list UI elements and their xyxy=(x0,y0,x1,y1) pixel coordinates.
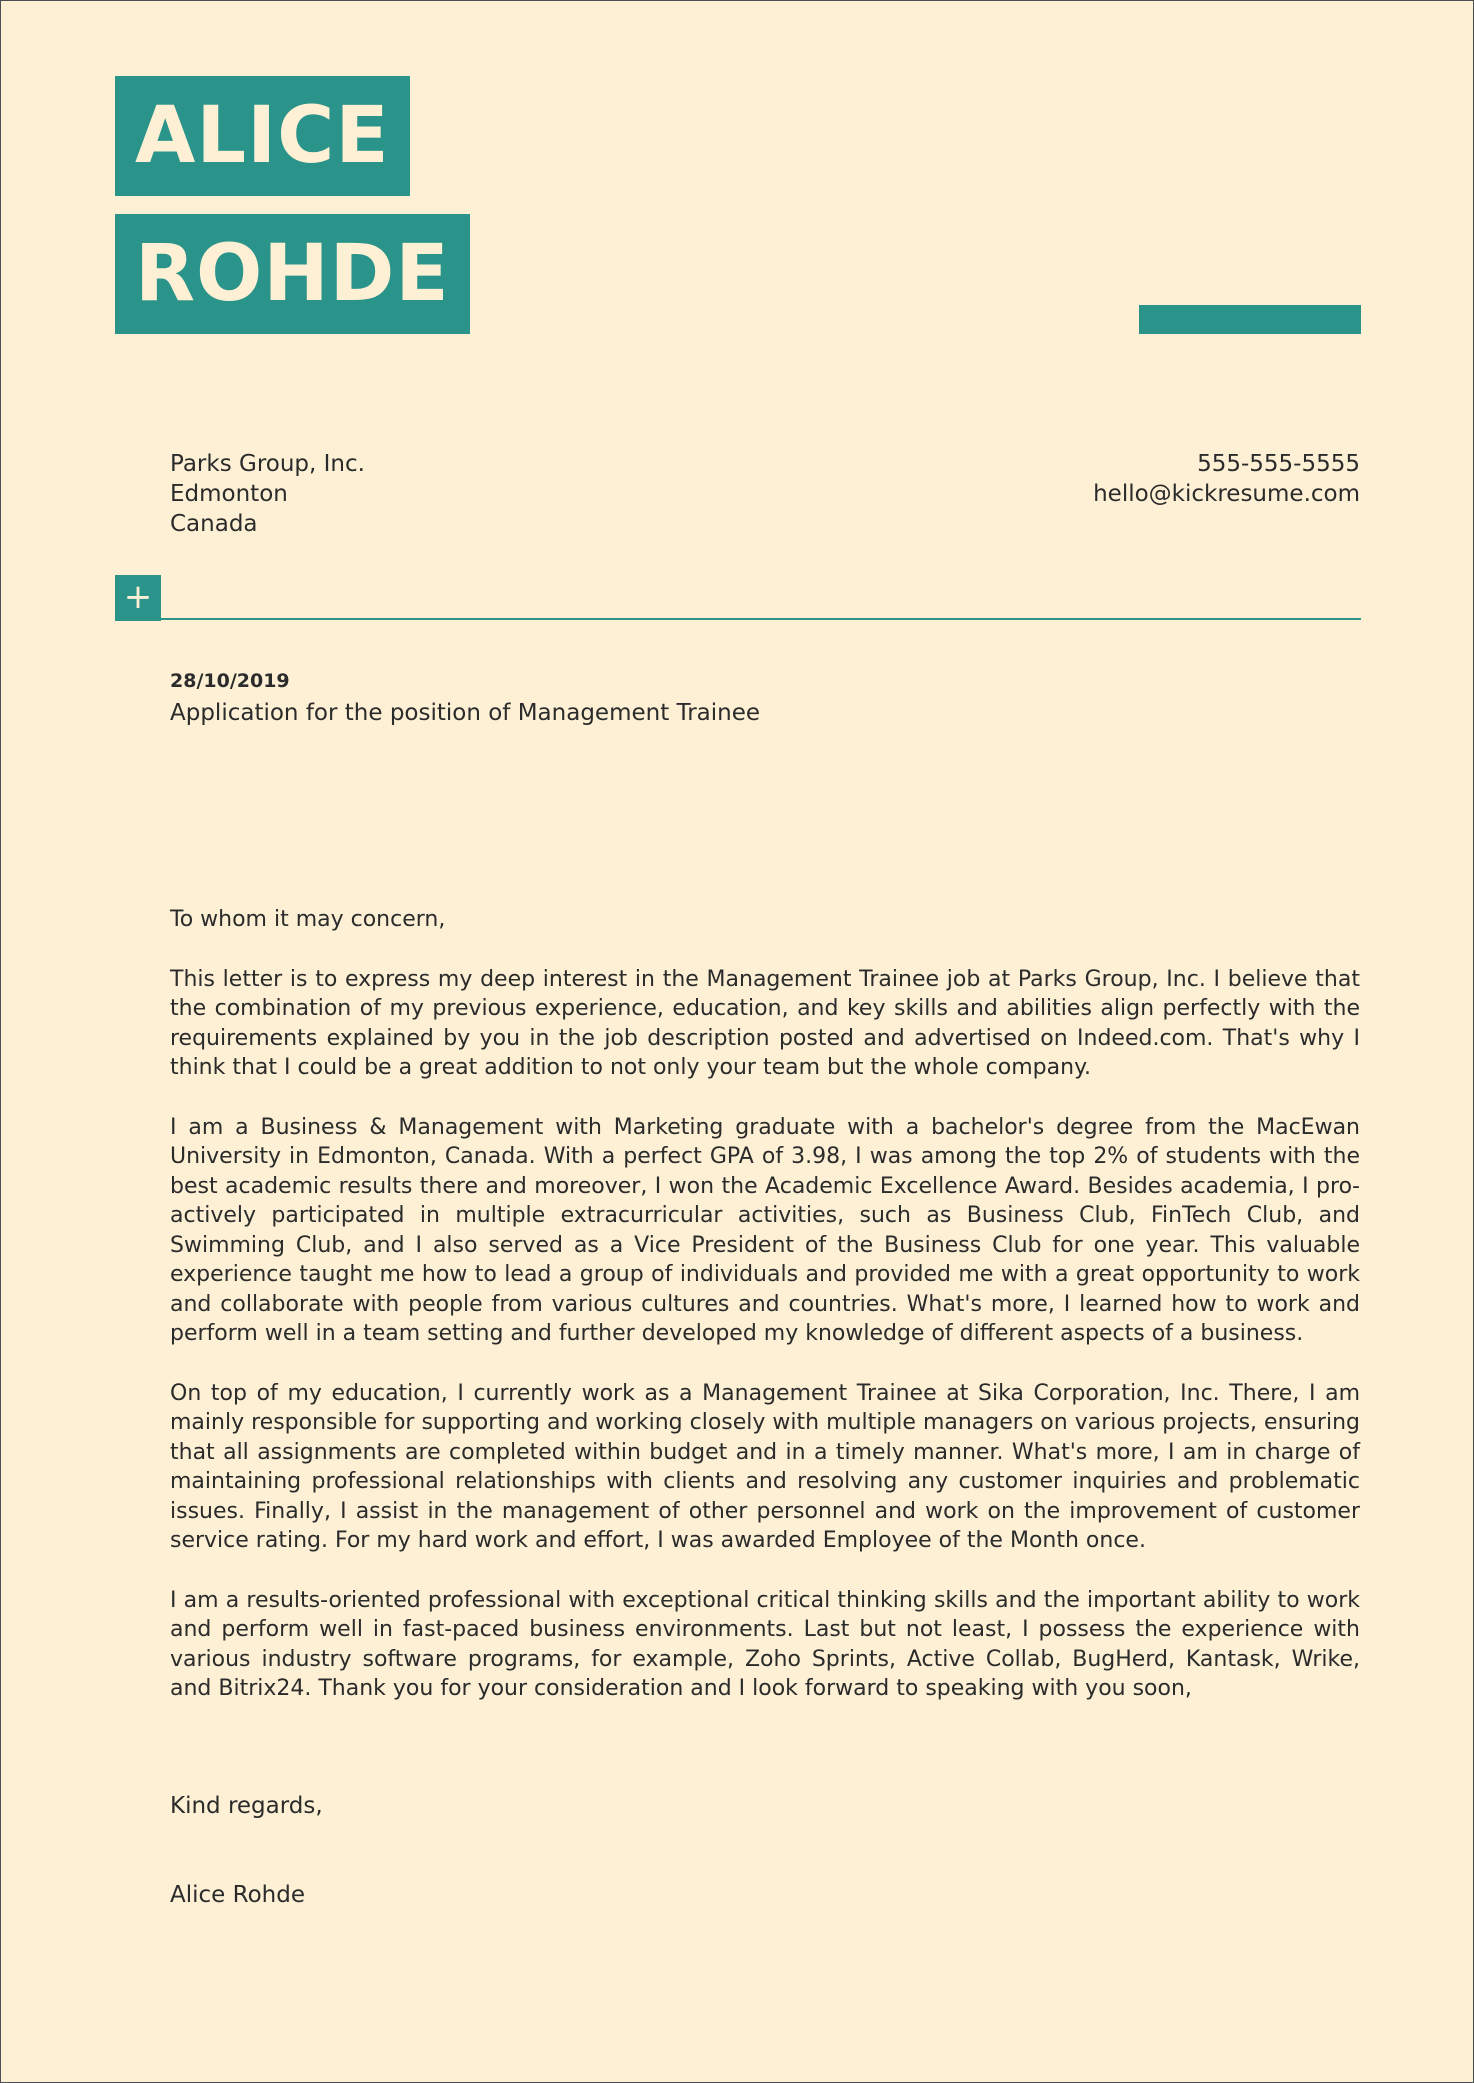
letter-date: 28/10/2019 xyxy=(170,670,290,692)
section-divider xyxy=(161,618,1361,620)
last-name-block: ROHDE xyxy=(115,214,470,334)
recipient-company: Parks Group, Inc. xyxy=(170,451,365,477)
contact-email: hello@kickresume.com xyxy=(1093,481,1360,507)
body-paragraph: I am a results-oriented professional with exceptional critical thinking skills and the important ability to work and perform well in fast-paced business environments. Last but not least, I possess the experience with various industry software programs, for example, Zoho Sprints, Active Collab, BugHerd, Kantask, Wrike, and Bitrix24. Thank you for your consideration and I look forward to speaking with you soon, xyxy=(170,1587,1360,1701)
accent-bar xyxy=(1139,305,1361,334)
plus-icon: + xyxy=(115,575,161,621)
salutation: To whom it may concern, xyxy=(170,907,446,932)
contact-phone: 555-555-5555 xyxy=(1197,451,1360,477)
letter-subject: Application for the position of Management Trainee xyxy=(170,700,761,726)
letter-body xyxy=(170,905,1360,1734)
body-paragraph: This letter is to express my deep interest in the Management Trainee job at Parks Group, Inc. I believe that the combination of my previous experience, education, and key skills and abilities align perfectly with the requirements explained by you in the job description posted and advertised on Indeed.com. That's why I think that I could be a great addition to not only your team but the whole company. xyxy=(170,966,1360,1080)
body-paragraph: On top of my education, I currently work as a Management Trainee at Sika Corporation, Inc. There, I am mainly responsible for supporting and working closely with multiple managers on various projects, ensuring that all assignments are completed within budget and in a timely manner. What's more, I am in charge of maintaining professional relationships with clients and resolving any customer inquiries and problematic issues. Finally, I assist in the management of other personnel and work on the improvement of customer service rating. For my hard work and effort, I was awarded Employee of the Month once. xyxy=(170,1380,1360,1553)
signature: Alice Rohde xyxy=(170,1882,305,1908)
contact-info xyxy=(1093,449,1360,509)
body-paragraph: I am a Business & Management with Marketing graduate with a bachelor's degree from the MacEwan University in Edmonton, Canada. With a perfect GPA of 3.98, I was among the top 2% of students with the best academic results there and moreover, I won the Academic Excellence Award. Besides academia, I proactively participated in multiple extracurricular activities, such as Business Club, FinTech Club, and Swimming Club, and I also served as a Vice President of the Business Club for one year. This valuable experience taught me how to lead a group of individuals and provided me with a great opportunity to work and collaborate with people from various cultures and countries. What's more, I learned how to work and perform well in a team setting and further developed my knowledge of different aspects of a business. xyxy=(170,1114,1360,1346)
recipient-address xyxy=(170,449,365,539)
recipient-country: Canada xyxy=(170,511,258,537)
first-name-block: ALICE xyxy=(115,76,410,196)
closing: Kind regards, xyxy=(170,1793,323,1819)
recipient-city: Edmonton xyxy=(170,481,288,507)
